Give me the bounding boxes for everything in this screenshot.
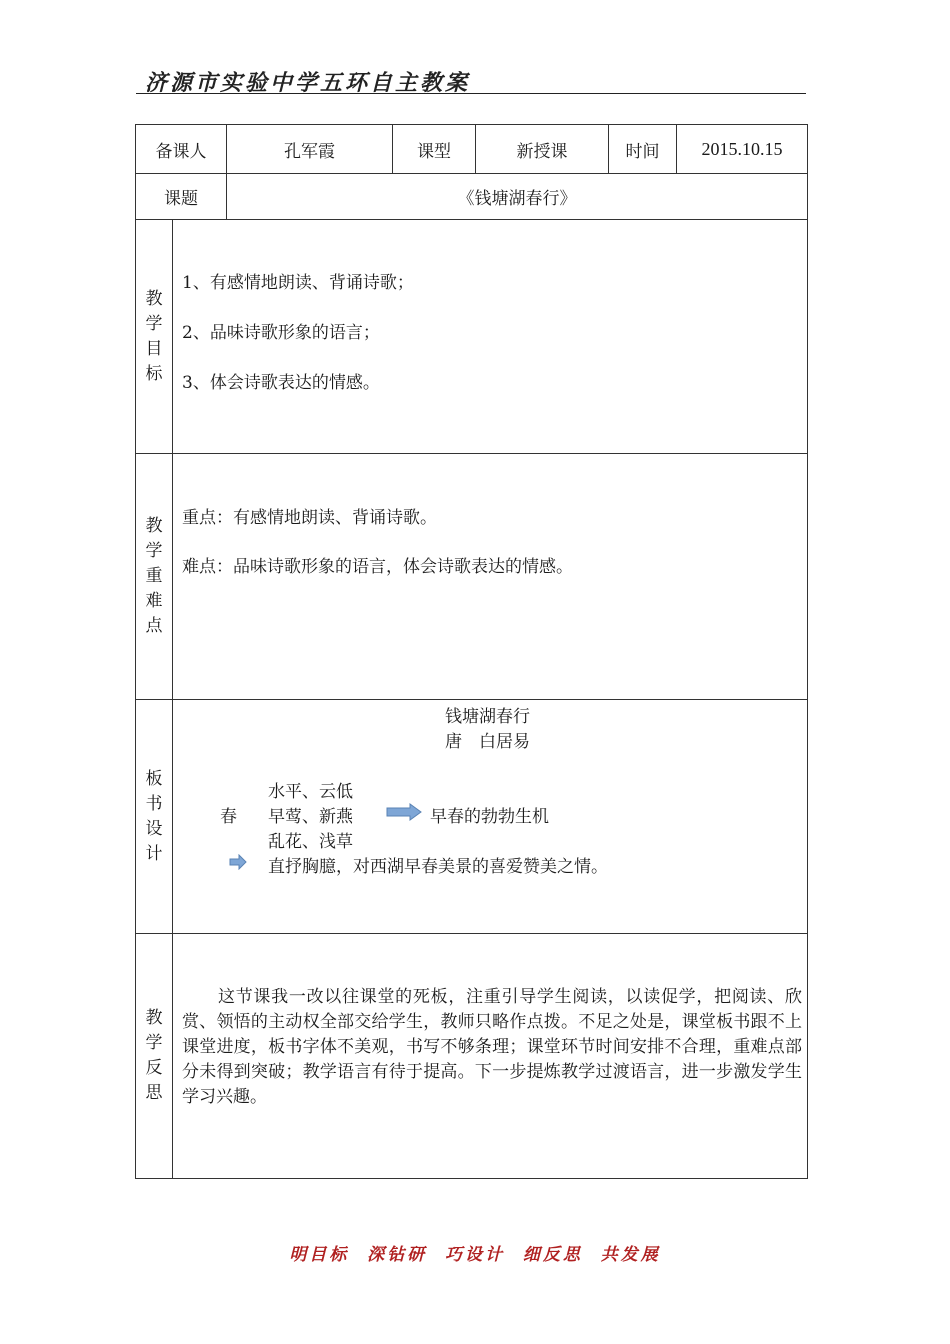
objective-item: 2、品味诗歌形象的语言； (182, 323, 380, 343)
time-value: 2015.10.15 (701, 138, 783, 159)
footer-motto: 明目标 深钻研 巧设计 细反思 共发展 (289, 1245, 661, 1265)
reflection-label: 教 学 反 思 (145, 1008, 163, 1103)
objective-item: 1、有感情地朗读、背诵诗歌； (182, 273, 414, 293)
lesson-type-value: 新授课 (516, 141, 568, 162)
preparer-value: 孔军霞 (284, 141, 335, 162)
right-arrow-icon (229, 854, 247, 870)
board-phrase: 早莺、新燕 (268, 807, 353, 827)
time-label: 时间 (625, 141, 660, 162)
board-emotion: 直抒胸臆，对西湖早春美景的喜爱赞美之情。 (268, 857, 608, 877)
header-rule (136, 93, 806, 94)
board-design-label: 板 书 设 计 (145, 768, 163, 864)
objective-item: 3、体会诗歌表达的情感。 (182, 373, 380, 393)
key-points-label: 教 学 重 难 点 (145, 516, 163, 636)
difficult-point-text: 难点：品味诗歌形象的语言，体会诗歌表达的情感。 (182, 557, 573, 577)
page-header-title: 济源市实验中学五环自主教案 (145, 70, 471, 96)
key-point-text: 重点：有感情地朗读、背诵诗歌。 (182, 508, 437, 528)
row-divider (135, 699, 808, 700)
lesson-type-label: 课型 (417, 141, 451, 162)
row-divider (135, 219, 808, 220)
topic-label: 课题 (164, 189, 198, 209)
board-season: 春 (220, 807, 237, 827)
preparer-label: 备课人 (155, 141, 207, 162)
board-phrase: 乱花、浅草 (268, 832, 353, 852)
topic-value: 《钱塘湖春行》 (457, 189, 577, 209)
board-result: 早春的勃勃生机 (430, 807, 549, 827)
right-arrow-icon (386, 803, 422, 821)
board-poem-title: 钱塘湖春行 (445, 707, 530, 727)
objectives-label: 教 学 目 标 (145, 288, 163, 384)
board-phrase: 水平、云低 (268, 782, 353, 802)
row-divider (135, 933, 808, 934)
row-divider (135, 453, 808, 454)
reflection-text: 这节课我一改以往课堂的死板，注重引导学生阅读，以读促学，把阅读、欣赏、领悟的主动权全部交给学生，教师只略作点拨。不足之处是，课堂板书跟不上课堂进度，板书字体不美观，书写不够条理；课堂环节时间安排不合理，重难点部分未得到突破；教学语言有待于提高。下一步提炼教学过渡语言，进一步激发学生学习兴趣。 (182, 987, 802, 1107)
board-author: 唐 白居易 (445, 732, 530, 752)
